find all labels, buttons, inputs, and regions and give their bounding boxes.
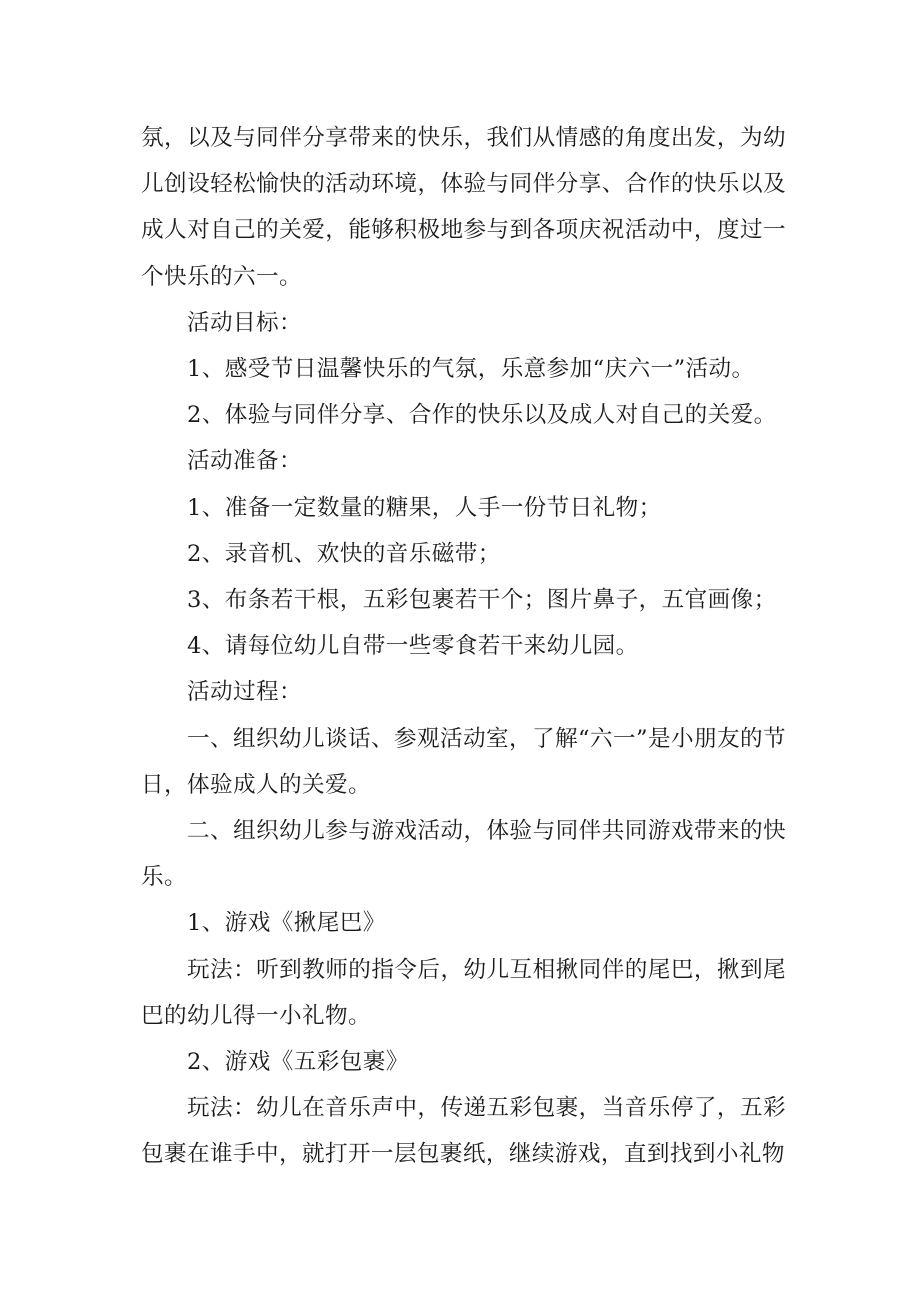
- game-2-title: 2、游戏《五彩包裹》: [187, 1049, 409, 1076]
- preparation-item-1: 1、准备一定数量的糖果，人手一份节日礼物；: [187, 494, 662, 521]
- goal-item-1: 1、感受节日温馨快乐的气氛，乐意参加“庆六一”活动。: [187, 356, 755, 383]
- heading-activity-preparation: 活动准备：: [187, 448, 302, 475]
- process-step-1: 一、组织幼儿谈话、参观活动室，了解“六一”是小朋友的节日，体验成人的关爱。: [141, 725, 786, 798]
- document-body: [141, 115, 786, 1178]
- game-1-rules: 玩法：听到教师的指令后，幼儿互相揪同伴的尾巴，揪到尾巴的幼儿得一小礼物。: [141, 956, 786, 1029]
- process-step-2: 二、组织幼儿参与游戏活动，体验与同伴共同游戏带来的快乐。: [141, 818, 786, 891]
- heading-activity-process: 活动过程：: [187, 679, 302, 706]
- heading-activity-goals: 活动目标：: [187, 309, 302, 336]
- preparation-item-4: 4、请每位幼儿自带一些零食若干来幼儿园。: [187, 633, 639, 660]
- game-2-rules: 玩法：幼儿在音乐声中，传递五彩包裹，当音乐停了，五彩包裹在谁手中，就打开一层包裹纸，继续游戏，直到找到小礼物: [141, 1095, 786, 1168]
- game-1-title: 1、游戏《揪尾巴》: [187, 910, 386, 937]
- paragraph-intro-continued: 氛，以及与同伴分享带来的快乐，我们从情感的角度出发，为幼儿创设轻松愉快的活动环境，体验与同伴分享、合作的快乐以及成人对自己的关爱，能够积极地参与到各项庆祝活动中，度过一个快乐的六一。: [141, 125, 786, 290]
- preparation-item-3: 3、布条若干根，五彩包裹若干个；图片鼻子，五官画像；: [187, 587, 777, 614]
- goal-item-2: 2、体验与同伴分享、合作的快乐以及成人对自己的关爱。: [187, 402, 777, 429]
- preparation-item-2: 2、录音机、欢快的音乐磁带；: [187, 540, 501, 567]
